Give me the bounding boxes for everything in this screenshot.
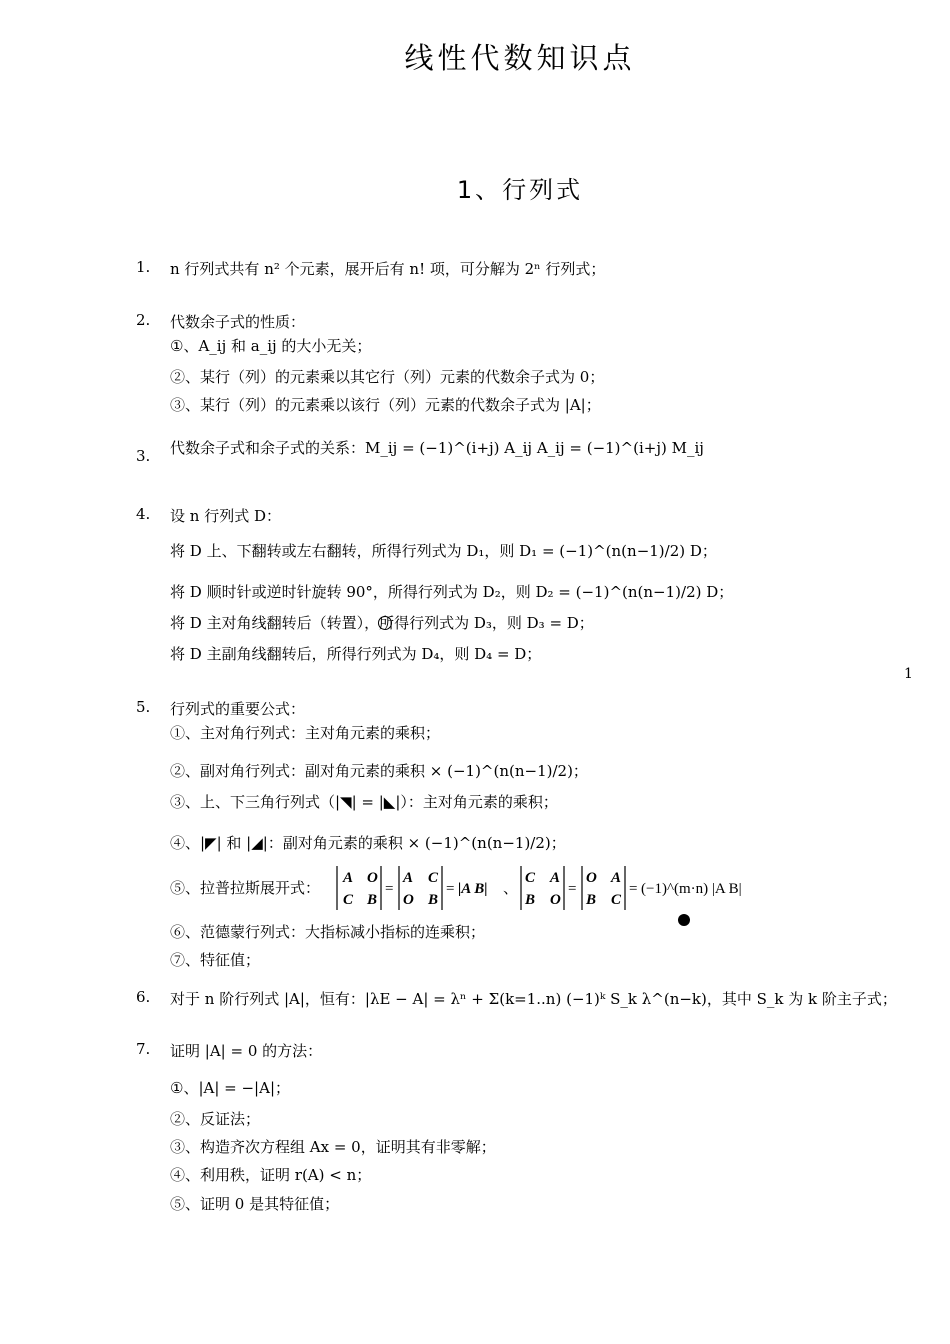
item-text: ④、|◤| 和 |◢|：副对角元素的乘积 × (−1)^(n(n−1)/2)； — [170, 834, 566, 852]
item-text: ①、|A| = −|A|； — [170, 1079, 291, 1097]
svg-text:、: 、 — [503, 881, 519, 897]
item-text: ③、上、下三角行列式（|◥| = |◣|）：主对角元素的乘积； — [170, 793, 558, 811]
item-text: 对于 n 阶行列式 |A|，恒有：|λE − A| = λⁿ + Σ(k=1..n) (−1)ᵏ S_k λ^(n−k)，其中 S_k 为 k 阶主子式； — [170, 990, 897, 1008]
m2-c: O — [403, 892, 414, 908]
svg-text:=: = — [629, 881, 638, 897]
m3-a: C — [525, 870, 536, 886]
laplace-result-2: (−1)^(m·n) |A B| — [641, 881, 742, 897]
item-text: 将 D 主对角线翻转后（转置），所得行列式为 D₃，则 D₃ = D； — [170, 614, 594, 632]
m4-c: B — [586, 892, 597, 908]
item-number: 5. — [136, 698, 151, 716]
item-text: ⑤、证明 0 是其特征值； — [170, 1195, 340, 1213]
m4-d: C — [611, 892, 622, 908]
item-text: 证明 |A| = 0 的方法： — [170, 1042, 323, 1060]
item-text: ②、反证法； — [170, 1110, 261, 1128]
svg-text:=: = — [446, 881, 455, 897]
document-title: 线性代数知识点 — [404, 41, 636, 75]
m3-d: O — [550, 892, 561, 908]
item-text: 行列式的重要公式： — [170, 700, 306, 718]
bullet-dot-icon — [678, 914, 690, 926]
m4-b: A — [611, 870, 622, 886]
m2-d: B — [428, 892, 439, 908]
m4-a: O — [586, 870, 597, 886]
item-text: 将 D 主副角线翻转后，所得行列式为 D₄，则 D₄ = D； — [170, 645, 542, 663]
item-text: ①、主对角行列式：主对角元素的乘积； — [170, 724, 441, 742]
item-number: 6. — [136, 988, 151, 1006]
item-text: n 行列式共有 n² 个元素，展开后有 n! 项，可分解为 2ⁿ 行列式； — [170, 260, 606, 278]
item-number: 4. — [136, 505, 151, 523]
item-text: ③、构造齐次方程组 Ax = 0，证明其有非零解； — [170, 1138, 496, 1156]
m1-b: O — [367, 870, 378, 886]
item-text: 将 D 上、下翻转或左右翻转，所得行列式为 D₁，则 D₁ = (−1)^(n(n−1)/2) D； — [170, 542, 717, 560]
item-text: ②、某行（列）的元素乘以其它行（列）元素的代数余子式为 0； — [170, 368, 605, 386]
item-text: ⑤、拉普拉斯展开式： — [170, 879, 321, 897]
page-number: 1 — [904, 666, 913, 682]
item-number: 2. — [136, 311, 151, 329]
item-text: 代数余子式和余子式的关系：M_ij = (−1)^(i+j) A_ij A_ij = (−1)^(i+j) M_ij — [170, 439, 704, 457]
section-title: 1、行列式 — [456, 176, 584, 204]
laplace-result-1: |A B| — [458, 881, 488, 897]
item-text: ②、副对角行列式：副对角元素的乘积 × (−1)^(n(n−1)/2)； — [170, 762, 588, 780]
laplace-formula — [335, 864, 755, 914]
item-text: 代数余子式的性质： — [170, 313, 306, 331]
item-text: ⑦、特征值； — [170, 951, 261, 969]
item-number: 1. — [136, 258, 151, 276]
m2-b: C — [428, 870, 439, 886]
item-text: ③、某行（列）的元素乘以该行（列）元素的代数余子式为 |A|； — [170, 396, 601, 414]
m1-d: B — [367, 892, 378, 908]
m1-c: C — [343, 892, 354, 908]
item-text: 将 D 顺时针或逆时针旋转 90°，所得行列式为 D₂，则 D₂ = (−1)^(n(n−1)/2) D； — [170, 583, 734, 601]
svg-text:=: = — [385, 881, 394, 897]
item-number: 7. — [136, 1040, 151, 1058]
m1-a: A — [343, 870, 354, 886]
item-text: 设 n 行列式 D： — [170, 507, 281, 525]
circle-mark-icon — [378, 616, 392, 630]
svg-text:=: = — [568, 881, 577, 897]
item-text: ④、利用秩，证明 r(A) < n； — [170, 1166, 372, 1184]
m3-c: B — [525, 892, 536, 908]
m2-a: A — [403, 870, 414, 886]
item-text: ①、A_ij 和 a_ij 的大小无关； — [170, 337, 372, 355]
m3-b: A — [550, 870, 561, 886]
item-text: ⑥、范德蒙行列式：大指标减小指标的连乘积； — [170, 923, 486, 941]
item-number: 3. — [136, 447, 151, 465]
